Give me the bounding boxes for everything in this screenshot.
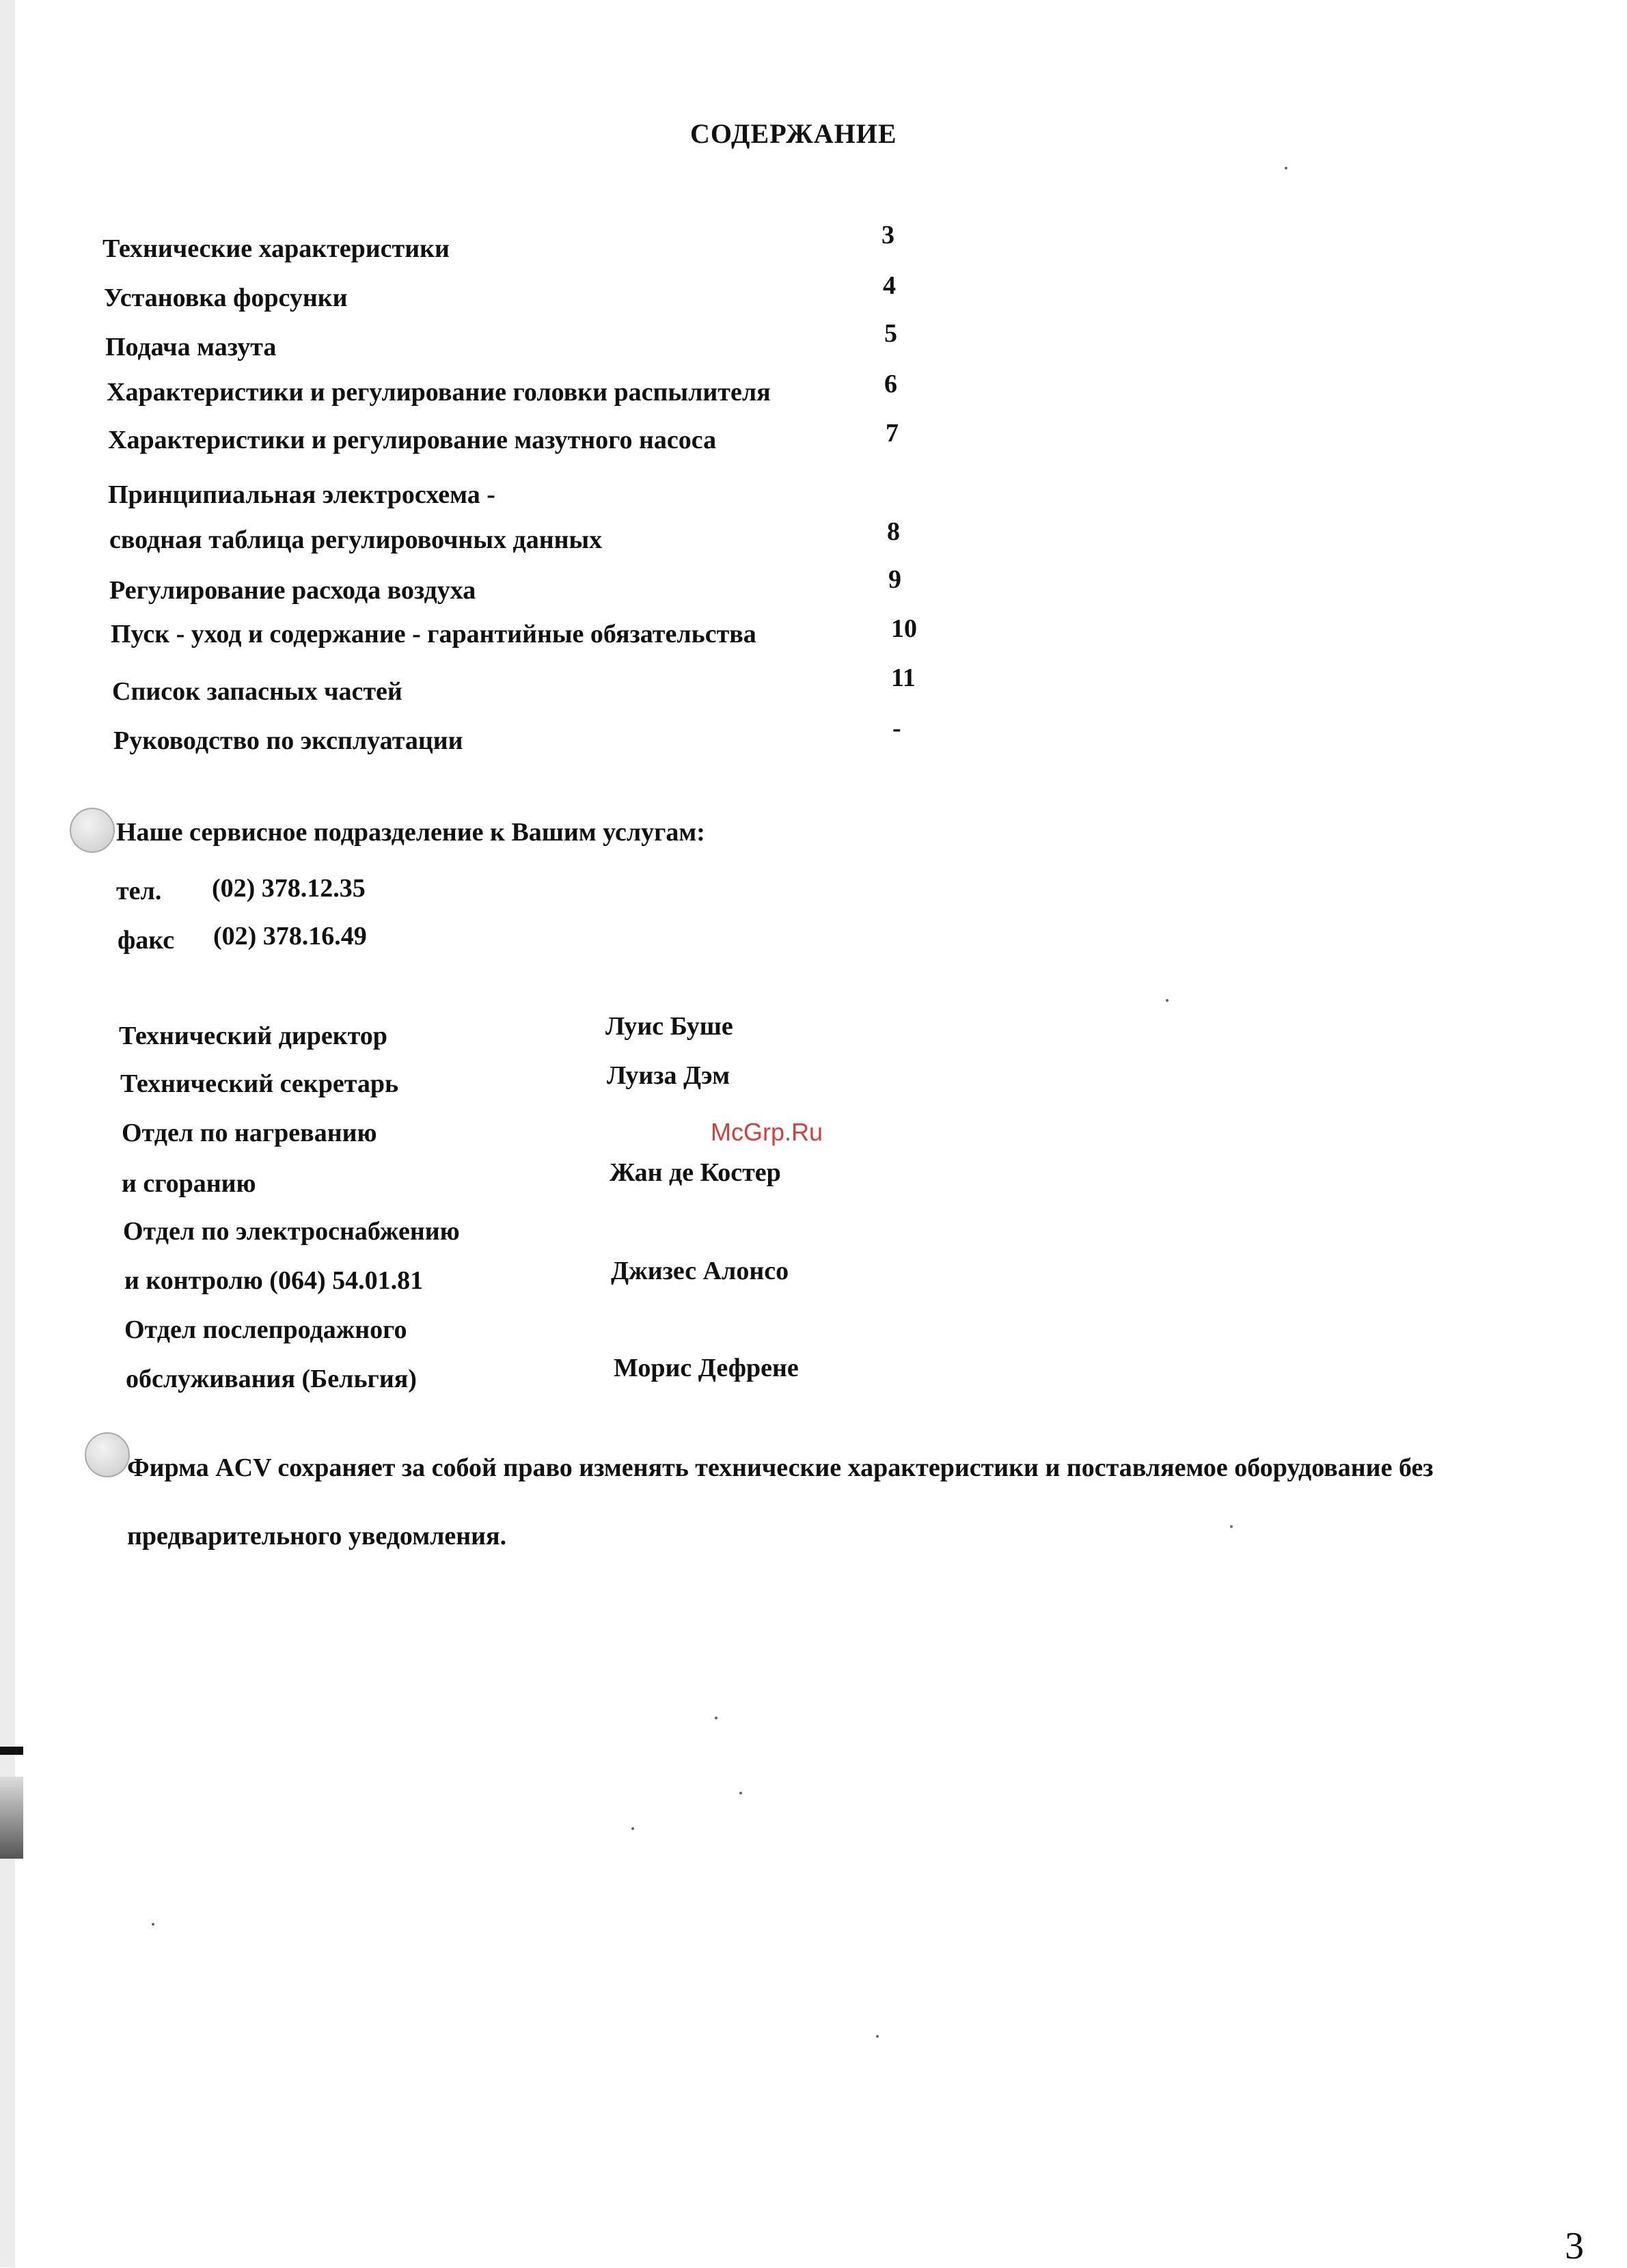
scan-speck	[152, 1923, 154, 1926]
toc-item-label: Технические характеристики	[102, 234, 450, 263]
toc-item-label: Принципиальная электросхема -	[108, 480, 495, 509]
toc-item-label: Регулирование расхода воздуха	[109, 576, 476, 605]
scan-edge-shadow	[0, 1777, 23, 1859]
toc-item-label: Характеристики и регулирование мазутного насоса	[108, 426, 717, 454]
toc-item-page: 5	[884, 319, 897, 348]
toc-item-page: 3	[881, 221, 894, 249]
toc-item-label: Руководство по эксплуатации	[113, 726, 463, 755]
toc-item-page: 9	[888, 565, 901, 594]
staff-role: Отдел послепродажного	[124, 1315, 407, 1344]
staff-name: Джизес Алонсо	[611, 1257, 789, 1285]
staff-role: и сгоранию	[122, 1169, 256, 1198]
scan-speck	[1285, 167, 1287, 169]
scan-left-edge	[0, 0, 15, 2267]
scan-speck	[1166, 999, 1168, 1002]
toc-item-page: -	[892, 714, 901, 743]
fax-label: факс	[118, 926, 175, 955]
punch-hole	[70, 808, 115, 853]
toc-item-page: 6	[884, 370, 897, 398]
toc-item-page: 11	[891, 664, 916, 692]
page-number: 3	[1565, 2225, 1584, 2267]
toc-item-page: 8	[887, 517, 900, 546]
staff-name: Луис Буше	[605, 1012, 733, 1041]
scan-speck	[631, 1827, 634, 1830]
staff-role: Отдел по электроснабжению	[123, 1217, 460, 1246]
staff-name: Луиза Дэм	[607, 1061, 730, 1090]
service-heading: Наше сервисное подразделение к Вашим услугам:	[116, 818, 705, 847]
staff-role: обслуживания (Бельгия)	[126, 1365, 417, 1393]
scan-speck	[1230, 1525, 1233, 1528]
toc-item-label: Характеристики и регулирование головки распылителя	[107, 378, 771, 407]
staff-role: Технический директор	[119, 1022, 387, 1050]
scan-speck	[715, 1717, 717, 1719]
toc-item-page: 10	[891, 614, 917, 643]
page-title: СОДЕРЖАНИЕ	[690, 118, 897, 149]
scan-edge-mark	[0, 1747, 23, 1755]
punch-hole	[85, 1432, 130, 1477]
staff-name: Морис Дефрене	[614, 1354, 799, 1382]
toc-item-label: сводная таблица регулировочных данных	[109, 525, 603, 554]
scan-speck	[876, 2035, 879, 2038]
tel-label: тел.	[116, 877, 162, 905]
toc-item-page: 7	[886, 419, 899, 448]
toc-item-label: Установка форсунки	[104, 284, 348, 312]
toc-item-label: Подача мазута	[105, 333, 277, 361]
staff-role: Отдел по нагреванию	[122, 1119, 377, 1147]
staff-role: Технический секретарь	[120, 1069, 399, 1098]
staff-role: и контролю (064) 54.01.81	[124, 1266, 424, 1295]
staff-name: Жан де Костер	[610, 1158, 781, 1187]
watermark: McGrp.Ru	[711, 1118, 823, 1146]
toc-item-label: Список запасных частей	[112, 677, 402, 706]
toc-item-label: Пуск - уход и содержание - гарантийные обязательства	[111, 620, 756, 648]
tel-value: (02) 378.12.35	[212, 874, 366, 903]
toc-item-page: 4	[883, 271, 896, 300]
fax-value: (02) 378.16.49	[213, 922, 367, 951]
disclaimer-note: Фирма ACV сохраняет за собой право изменять технические характеристики и поставляемое оборудование без предварительного уведомления.	[127, 1453, 1434, 1550]
scan-speck	[739, 1792, 742, 1794]
